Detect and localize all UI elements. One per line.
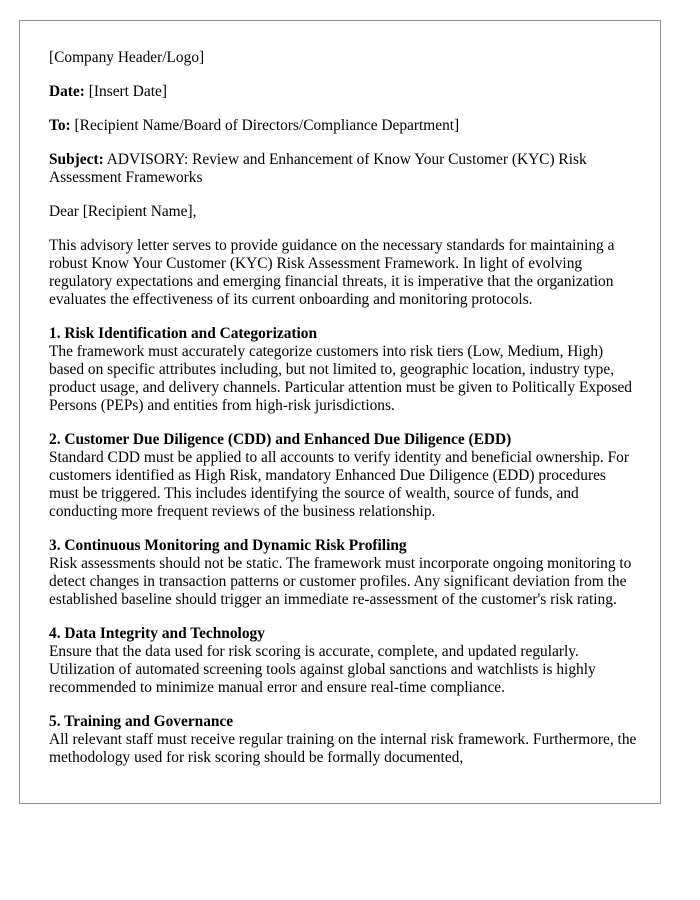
section-body: All relevant staff must receive regular training on the internal risk framework. Furthermore, the methodology used for risk scoring should be formally documented, [49,731,637,766]
to-label: To: [49,117,71,134]
subject-value: ADVISORY: Review and Enhancement of Know Your Customer (KYC) Risk Assessment Frameworks [49,151,587,186]
to-line [49,117,637,135]
section-heading: 1. Risk Identification and Categorization [49,325,318,342]
section-training-governance [49,713,637,767]
section-due-diligence [49,431,637,521]
letter-content [49,49,637,783]
section-risk-identification [49,325,637,415]
date-label: Date: [49,83,85,100]
to-value: [Recipient Name/Board of Directors/Compliance Department] [74,117,460,134]
intro-paragraph: This advisory letter serves to provide guidance on the necessary standards for maintaining a robust Know Your Customer (KYC) Risk Assessment Framework. In light of evolving regulatory expectations and emerging financial threats, it is imperative that the organization evaluates the effectiveness of its current onboarding and monitoring protocols. [49,237,615,308]
section-heading: 5. Training and Governance [49,713,234,730]
section-data-integrity [49,625,637,697]
company-header: [Company Header/Logo] [49,49,205,66]
section-heading: 3. Continuous Monitoring and Dynamic Risk Profiling [49,537,407,554]
section-heading: 2. Customer Due Diligence (CDD) and Enhanced Due Diligence (EDD) [49,431,512,448]
section-body: Standard CDD must be applied to all accounts to verify identity and beneficial ownership. For customers identified as High Risk, mandatory Enhanced Due Diligence (EDD) procedures must be triggered. This includes identifying the source of wealth, source of funds, and conducting more frequent reviews of the business relationship. [49,449,630,520]
date-line [49,83,637,101]
letter-page [19,20,661,804]
section-body: Risk assessments should not be static. The framework must incorporate ongoing monitoring to detect changes in transaction patterns or customer profiles. Any significant deviation from the established baseline should trigger an immediate re-assessment of the customer's risk rating. [49,555,632,608]
date-value: [Insert Date] [88,83,167,100]
section-body: Ensure that the data used for risk scoring is accurate, complete, and updated regularly. Utilization of automated screening tools against global sanctions and watchlists is highly recommended to minimize manual error and ensure real-time compliance. [49,643,596,696]
subject-line [49,151,637,187]
subject-label: Subject: [49,151,104,168]
section-body: The framework must accurately categorize customers into risk tiers (Low, Medium, High) based on specific attributes including, but not limited to, geographic location, industry type, product usage, and delivery channels. Particular attention must be given to Politically Exposed Persons (PEPs) and entities from high-risk jurisdictions. [49,343,632,414]
section-heading: 4. Data Integrity and Technology [49,625,265,642]
salutation: Dear [Recipient Name], [49,203,197,220]
section-continuous-monitoring [49,537,637,609]
